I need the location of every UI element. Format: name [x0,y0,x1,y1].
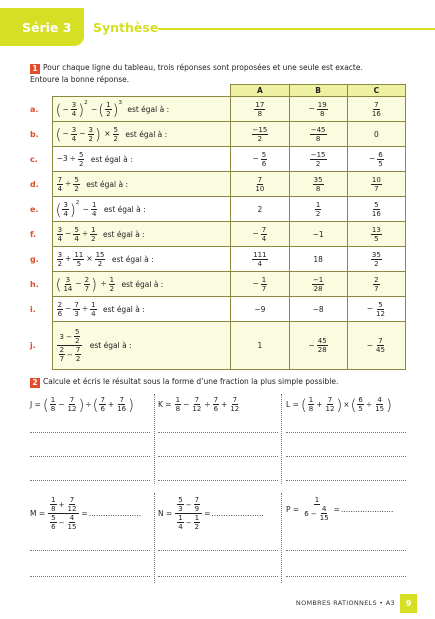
table-row [30,222,406,247]
expression-m: M = $\frac{1}{8}$ + $\frac{7}{12}$ $\frac{5}{6}$ − $\frac{4}{15}$ = ...................... [30,496,142,531]
answer-c[interactable]: $\frac{10}{7}$ [347,172,405,197]
answer-b[interactable]: − $\frac{45}{28}$ [289,322,347,370]
row-label: b. [30,122,52,147]
answer-c[interactable]: $\frac{2}{7}$ [347,272,405,297]
row-label: d. [30,172,52,197]
row-label: e. [30,197,52,222]
answer-line[interactable] [30,576,150,577]
answer-b[interactable]: $\frac{1}{2}$ [289,197,347,222]
column-separator [281,493,282,583]
answer-line[interactable] [158,550,278,551]
table-row [30,97,406,122]
egal-text: est égal à : [102,304,145,314]
egal-text: est égal à : [125,129,168,139]
answer-a[interactable]: $\frac{111}{4}$ [231,247,289,272]
row-label: f. [30,222,52,247]
answer-c[interactable]: − $\frac{7}{45}$ [347,322,405,370]
question-expression: $\frac{3}{2}$ + $\frac{11}{5}$ × $\frac{15}{2}$ est égal à : [52,247,231,272]
expression-label-p: P = [286,504,300,514]
table-header-row [30,85,406,97]
exercise-1-instructions [30,62,410,85]
answer-a[interactable]: − $\frac{7}{4}$ [231,222,289,247]
egal-text: est égal à : [111,254,154,264]
instruction-line-1: Pour chaque ligne du tableau, trois réponses sont proposées et une seule est exacte. [43,63,363,72]
answer-b[interactable]: $\frac{-15}{2}$ [289,147,347,172]
answer-line[interactable] [158,432,278,433]
dots-p: ...................... [340,504,394,514]
table-row [30,247,406,272]
egal-text: est égal à : [86,179,128,189]
answer-line[interactable] [158,576,278,577]
answer-a[interactable]: − $\frac{5}{6}$ [231,147,289,172]
answer-line[interactable] [286,456,406,457]
expression-label-n: N = [158,509,173,518]
column-header-a: A [231,85,289,97]
page-title: Synthèse [93,20,159,35]
answer-c[interactable]: $\frac{7}{16}$ [347,97,405,122]
series-label: Série 3 [22,20,72,35]
expression-j: J = ( 1 8 − $\frac{7}{12}$ ) ÷ ( 7 6 + $\frac{7}{16}$ ) [30,395,134,414]
table-row [30,272,406,297]
egal-text: est égal à : [90,154,133,164]
exercise-number-1: 1 [30,64,40,74]
row-label: h. [30,272,52,297]
answer-b[interactable]: −8 [289,297,347,322]
answer-c[interactable]: $\frac{13}{5}$ [347,222,405,247]
mcq-table [30,84,406,370]
expression-p: P = 1 6 − $\frac{4}{15}$ = ...................... [286,496,394,522]
answer-b[interactable]: $\frac{35}{8}$ [289,172,347,197]
answer-b[interactable]: − $\frac{19}{8}$ [289,97,347,122]
answer-line[interactable] [286,576,406,577]
answer-line[interactable] [286,432,406,433]
answer-a[interactable]: 1 [231,322,289,370]
question-expression: ( $\frac{3}{4}$ )$^2$ − $\frac{1}{4}$ est égal à : [52,197,231,222]
question-expression: $\frac{7}{4}$ ÷ $\frac{5}{2}$ est égal à : [52,172,231,197]
answer-c[interactable]: $\frac{5}{16}$ [347,197,405,222]
row-label: c. [30,147,52,172]
question-expression: ( $\frac{3}{14}$ − $\frac{2}{7}$ ) ÷ $\frac{1}{2}$ est égal à : [52,272,231,297]
table-row [30,322,406,370]
answer-line[interactable] [286,480,406,481]
question-expression: (− $\frac{3}{4}$ − $\frac{3}{2}$ ) × $\frac{5}{2}$ est égal à : [52,122,231,147]
question-expression: −3 ÷ $\frac{5}{2}$ est égal à : [52,147,231,172]
chapter-label: NOMBRES RATIONNELS • A3 [295,599,395,607]
answer-line[interactable] [30,456,150,457]
table-row [30,297,406,322]
answer-b[interactable]: 18 [289,247,347,272]
expression-label-j: J = [30,400,41,409]
instruction-line-2: Entoure la bonne réponse. [30,75,130,84]
answer-a[interactable]: − $\frac{1}{7}$ [231,272,289,297]
answer-line[interactable] [158,480,278,481]
page-number: 9 [400,594,417,613]
row-label: a. [30,97,52,122]
table-row [30,197,406,222]
question-expression: (− $\frac{3}{4}$ )$^2$ −( $\frac{1}{2}$ )$^3$ est égal à : [52,97,231,122]
expression-l: L = ( 1 8 + $\frac{7}{12}$ ) × ( $\frac{6}{5}$ ÷ $\frac{4}{15}$ ) [286,395,392,414]
question-expression: $\frac{2}{6}$ − $\frac{7}{3}$ ÷ $\frac{1}{4}$ est égal à : [52,297,231,322]
answer-line[interactable] [30,480,150,481]
column-separator [154,493,155,583]
egal-text: est égal à : [89,341,132,350]
answer-a[interactable]: $\frac{-15}{2}$ [231,122,289,147]
answer-b[interactable]: $\frac{-45}{8}$ [289,122,347,147]
page-header [0,0,435,52]
question-expression: 3 − $\frac{5}{2}$ $\frac{2}{7}$ − $\frac{7}{2}$ est égal à : [52,322,231,370]
expression-label-l: L = [286,400,299,409]
expression-label-m: M = [30,509,46,518]
egal-text: est égal à : [121,279,164,289]
table-row [30,172,406,197]
egal-text: est égal à : [103,205,146,215]
egal-text: est égal à : [102,229,145,239]
row-label: g. [30,247,52,272]
answer-b[interactable]: $\frac{-1}{28}$ [289,272,347,297]
column-separator [154,394,155,484]
column-header-b: B [289,85,347,97]
egal-text: est égal à : [127,105,170,115]
header-rule [158,28,435,30]
answer-a[interactable]: 2 [231,197,289,222]
answer-a[interactable]: $\frac{17}{8}$ [231,97,289,122]
table-row [30,122,406,147]
expression-label-k: K = [158,400,172,409]
instruction-text: Calcule et écris le résultat sous la forme d’une fraction la plus simple possible. [43,377,339,386]
answer-grid [30,390,406,586]
answer-a[interactable]: −9 [231,297,289,322]
column-separator [281,394,282,484]
answer-line[interactable] [158,456,278,457]
column-header-c: C [347,85,405,97]
dots-m: ...................... [88,509,142,518]
answer-c[interactable]: 0 [347,122,405,147]
answer-line[interactable] [30,550,150,551]
answer-c[interactable]: $\frac{35}{2}$ [347,247,405,272]
expression-n: N = $\frac{5}{3}$ − $\frac{7}{9}$ $\frac{1}{4}$ − $\frac{1}{2}$ = ...................... [158,496,264,531]
answer-c[interactable]: − $\frac{5}{12}$ [347,297,405,322]
table-row [30,147,406,172]
row-label: j. [30,322,52,370]
answer-c[interactable]: − $\frac{6}{5}$ [347,147,405,172]
answer-line[interactable] [286,550,406,551]
exercise-number-2: 2 [30,378,40,388]
page-footer [0,594,435,614]
answer-line[interactable] [30,432,150,433]
exercise-2-instructions [30,377,410,388]
answer-a[interactable]: $\frac{7}{10}$ [231,172,289,197]
question-expression: $\frac{3}{4}$ − $\frac{5}{4}$ ÷ $\frac{1}{2}$ est égal à : [52,222,231,247]
expression-k: K = $\frac{1}{8}$ − $\frac{7}{12}$ ÷ $\frac{7}{6}$ + $\frac{7}{12}$ [158,396,240,413]
answer-b[interactable]: −1 [289,222,347,247]
row-label: i. [30,297,52,322]
dots-n: ...................... [211,509,264,518]
